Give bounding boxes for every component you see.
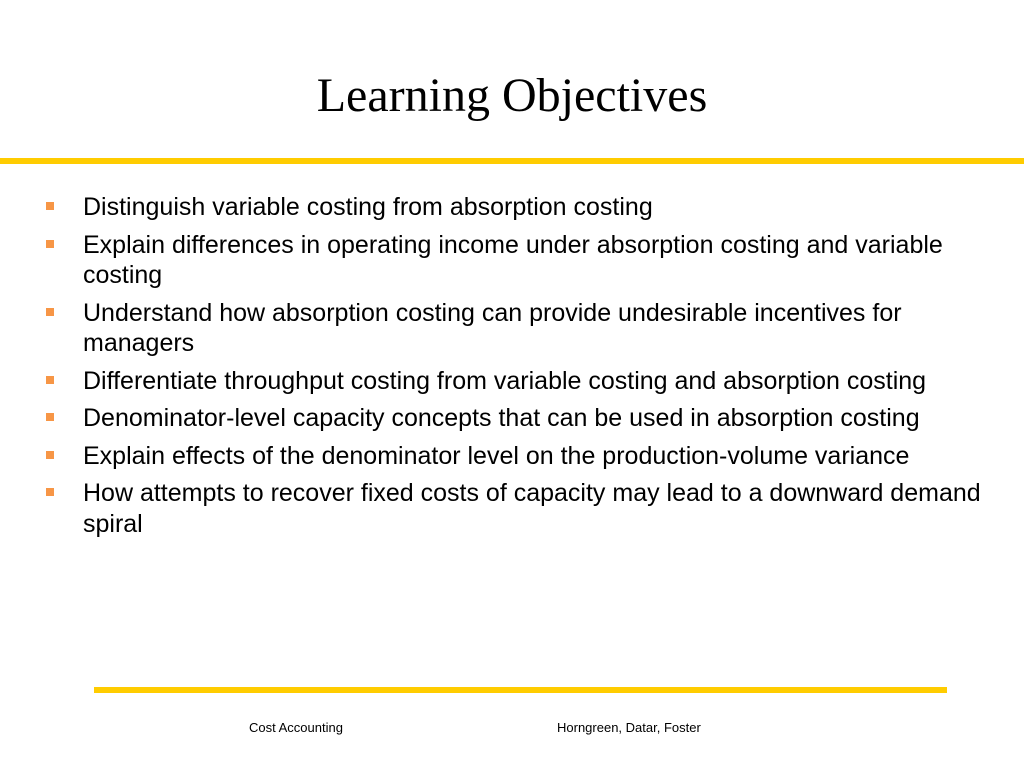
list-item [40, 478, 1010, 539]
square-bullet-icon [46, 308, 54, 316]
list-item-text: How attempts to recover fixed costs of capacity may lead to a downward demand spiral [83, 479, 981, 538]
list-item-text: Explain effects of the denominator level on the production-volume variance [83, 441, 910, 470]
square-bullet-icon [46, 488, 54, 496]
list-item [40, 192, 1010, 223]
footer-course-name: Cost Accounting [249, 720, 343, 735]
list-item-text: Denominator-level capacity concepts that can be used in absorption costing [83, 404, 920, 432]
title-divider-rule [0, 158, 1024, 164]
square-bullet-icon [46, 413, 54, 421]
list-item [40, 366, 1010, 397]
list-item-text: Explain differences in operating income under absorption costing and variable costing [83, 230, 943, 289]
list-item [40, 230, 1010, 291]
list-item-text: Distinguish variable costing from absorption costing [83, 193, 653, 221]
list-item [40, 441, 1010, 472]
list-item [40, 403, 1010, 434]
list-item [40, 298, 1010, 359]
square-bullet-icon [46, 240, 54, 248]
square-bullet-icon [46, 376, 54, 384]
footer-divider-rule [94, 687, 947, 693]
list-item-text: Understand how absorption costing can provide undesirable incentives for managers [83, 298, 902, 357]
square-bullet-icon [46, 202, 54, 210]
square-bullet-icon [46, 451, 54, 459]
slide-title: Learning Objectives [316, 69, 708, 122]
list-item-text: Differentiate throughput costing from variable costing and absorption costing [83, 366, 927, 395]
footer-authors: Horngreen, Datar, Foster [557, 720, 701, 735]
learning-objectives-list [40, 192, 1010, 546]
